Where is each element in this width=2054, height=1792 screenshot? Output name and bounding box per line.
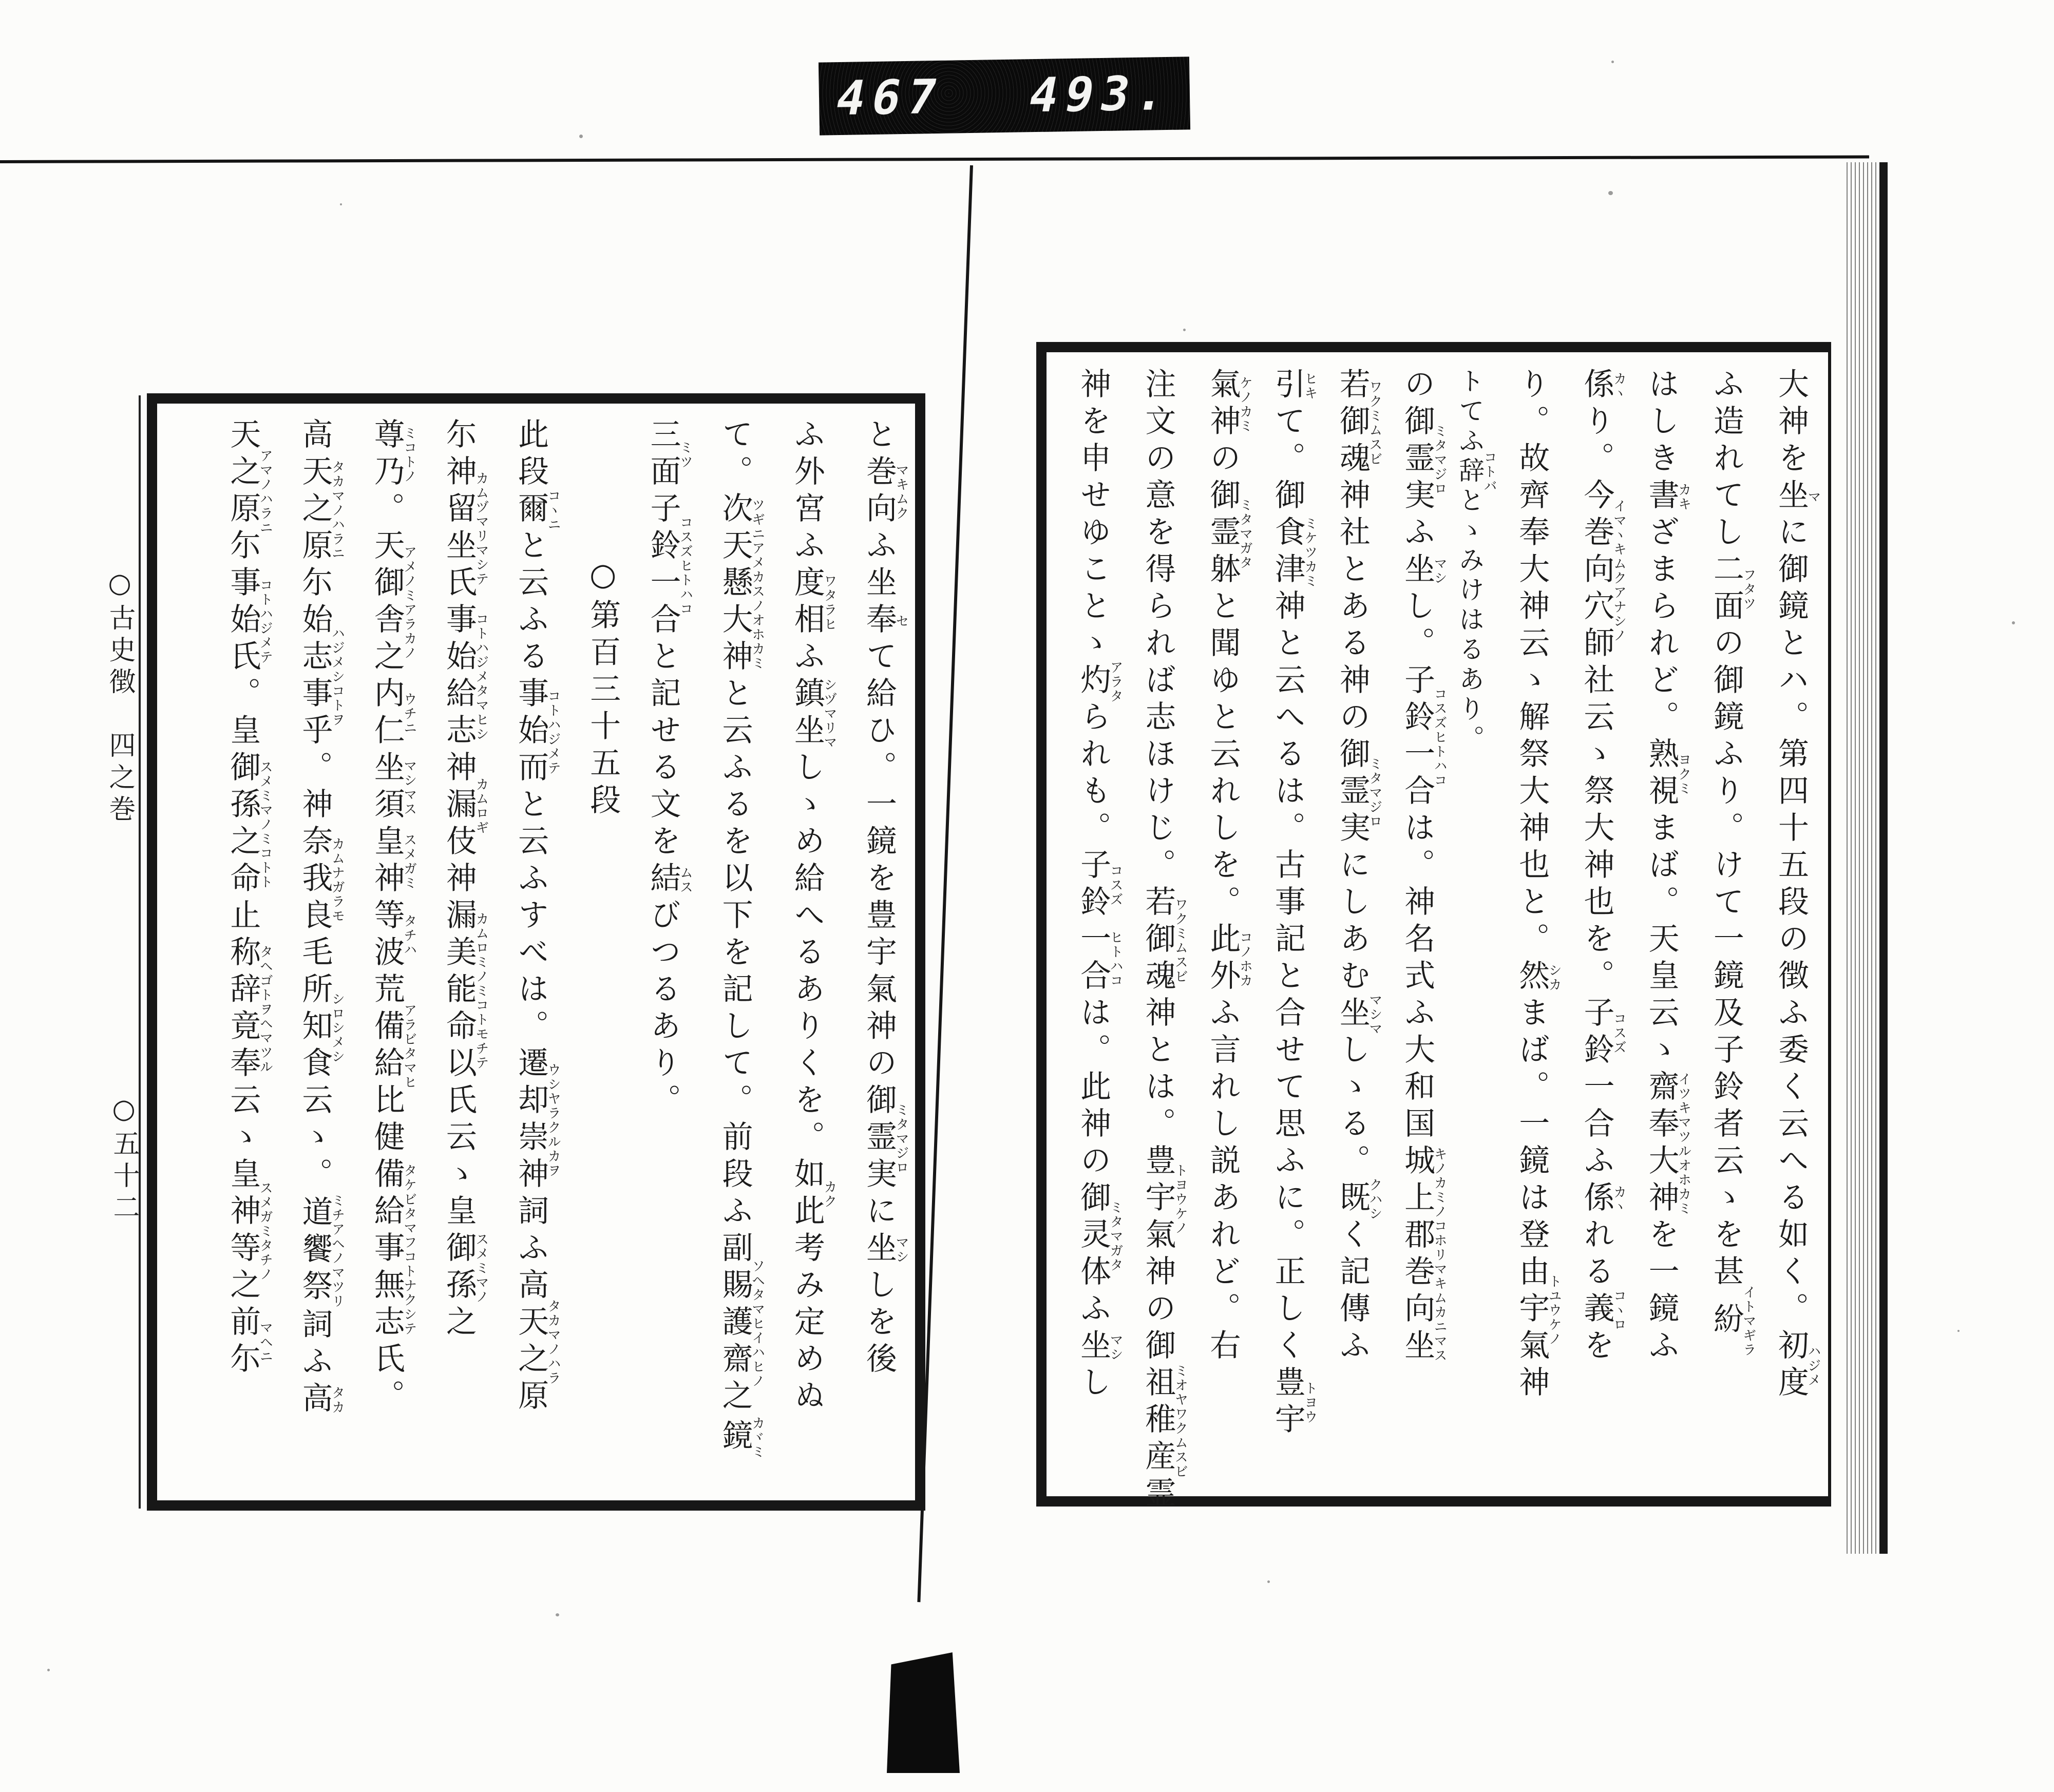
left-page-frame [147, 393, 925, 1511]
text-column: ふ造れてし二面フタツの御鏡ふり。けて一鏡及子鈴者云ゝを甚紛イトマギラ [1708, 368, 1756, 1357]
left-page-text [162, 418, 908, 1487]
frame-counter-left-value: 467 [831, 69, 949, 126]
margin-page-number: ○五十二 [108, 1094, 139, 1225]
text-column: ふ外宮ふ度相ワタラヒふ鎮坐シヅマリマしゝめ給へるありくを。如此カク考み定めぬ [789, 418, 837, 1416]
text-column: 大神を坐マに御鏡とハ。第四十五段の徴ふ委く云へる如く。初度ハジメ [1773, 368, 1821, 1403]
text-column: て。次天懸大神ツギニアメカスノオホカミと云ふるを以下を記して。前段ふ副賜護齋之ソヘタマヒイハヒノ鏡カヾミ [717, 418, 765, 1459]
text-column: 尊乃ミコトノ。天御舎之アメノミアラカノ内仁ウチニ坐須マシマス皇神スメガミ等波タチハ荒備給比アラビタマヒ健備給事無志氏タケビタマフコトナクシテ。 [369, 418, 417, 1416]
text-column: 天之原尓アマノハラニ事始氏コトハジメテ。皇御孫之命止スメミマノミコトト称辞竟奉タヘゴトヲヘマツル云ゝ皇神等之スメガミタチノ前尓マヘニ [225, 418, 273, 1379]
margin-volume-label: ○古史徴 四之巻 [104, 568, 135, 827]
text-column: 引ヒキて。御食津神ミケツカミと云へるは。古事記と合せて思ふに。正しく豊宇トヨウ [1269, 368, 1318, 1440]
ink-speck [1267, 1580, 1270, 1583]
text-column: 若御魂ワクミムスビ神社とある神の御霊実ミタマジロにしあむ坐マシマしゝる。既クハシく記傳ふ [1334, 368, 1382, 1366]
text-column: 氣神ケノカミの御霊躰ミタマガタと聞ゆと云れしを。此外コノホカふ言れし説あれど。右 [1205, 368, 1253, 1366]
frame-counter-display [819, 56, 1190, 135]
text-column: 係カヽり。今巻向穴師イマヽキムクアナシノ社云ゝ祭大神也を。子鈴コスズ一合ふ係カヽれる義コヽロを [1578, 368, 1627, 1366]
center-fold-line [917, 165, 973, 1602]
text-column: はしき書カキざまられど。熟視ヨクミまば。天皇云ゝ齋奉大神イツキマツルオホカミを一鏡ふ [1643, 368, 1691, 1366]
ink-speck [340, 203, 342, 205]
margin-rule-line [139, 395, 141, 1509]
text-column: の御霊実ミタマジロふ坐マシし。子鈴一合コスズヒトハコは。神名式ふ大和国城上郡巻向坐キノカミノコホリマキムカニマス [1399, 368, 1448, 1366]
right-page-frame [1036, 342, 1831, 1514]
ink-speck [579, 135, 583, 138]
text-column: 尓神留坐氏カムヅマリマシテ事始給志コトハジメタマヒシ神漏伎カムロギ神漏美能命以氏カムロミノミコトモチテ云ゝ皇御孫之スメミマノ [441, 418, 489, 1342]
frame-counter-right-value: 493. [1024, 65, 1178, 123]
ink-speck [2012, 621, 2015, 624]
ink-speck [1611, 61, 1614, 63]
ink-speck [1608, 191, 1613, 195]
text-column: 高天之原尓タカマノハラニ始志事乎ハジメシコトヲ。神奈我良毛カムナガラモ所知食シロシメシ云ゝ。道饗祭ミチアヘノマツリ詞ふ高タカ [297, 418, 345, 1419]
text-column: 神を申せゆことゝ灼アラタられも。子鈴コスズ一合ヒトハコは。此神の御灵体ミタマガタふ坐マシし [1075, 368, 1124, 1403]
page-top-edge-line [0, 155, 1869, 163]
binding-tab-mark [887, 1652, 960, 1773]
ink-speck [47, 1669, 50, 1671]
ink-speck [556, 1613, 559, 1616]
page-right-edge-shadow [1847, 162, 1888, 1554]
ink-speck [1957, 1330, 1960, 1332]
text-column: と巻向マキムクふ坐奉セて給ひ。一鏡を豊宇氣神の御霊実ミタマジロに坐マシしを後 [861, 418, 909, 1379]
text-column: 注文の意を得られば志ほけじ。若御魂ワクミムスビ神とは。豊宇氣トヨウケノ神の御祖稚産霊ミオヤワクムスビ [1140, 368, 1188, 1514]
text-column: 三面ミツ子鈴一合コスズヒトハコと記せる文を結ムスびつるあり。 [645, 418, 693, 1120]
text-column: トてふ辞コトバとゝみけはるあり。 [1455, 368, 1497, 755]
right-page-text [1051, 368, 1821, 1514]
text-column: り。故齊奉大神云ゝ解祭大神也と。然シカまば。一鏡は登由宇氣神トユウケノ [1514, 368, 1562, 1403]
text-column: ○第百三十五段 [585, 557, 621, 821]
text-column: 此段爾コヽニと云ふる事始而コトハジメテと云ふすべは。遷却崇神ウシヤラクルカヲ詞ふ高天之原タカマノハラ [513, 418, 561, 1416]
ink-speck [1183, 329, 1186, 331]
